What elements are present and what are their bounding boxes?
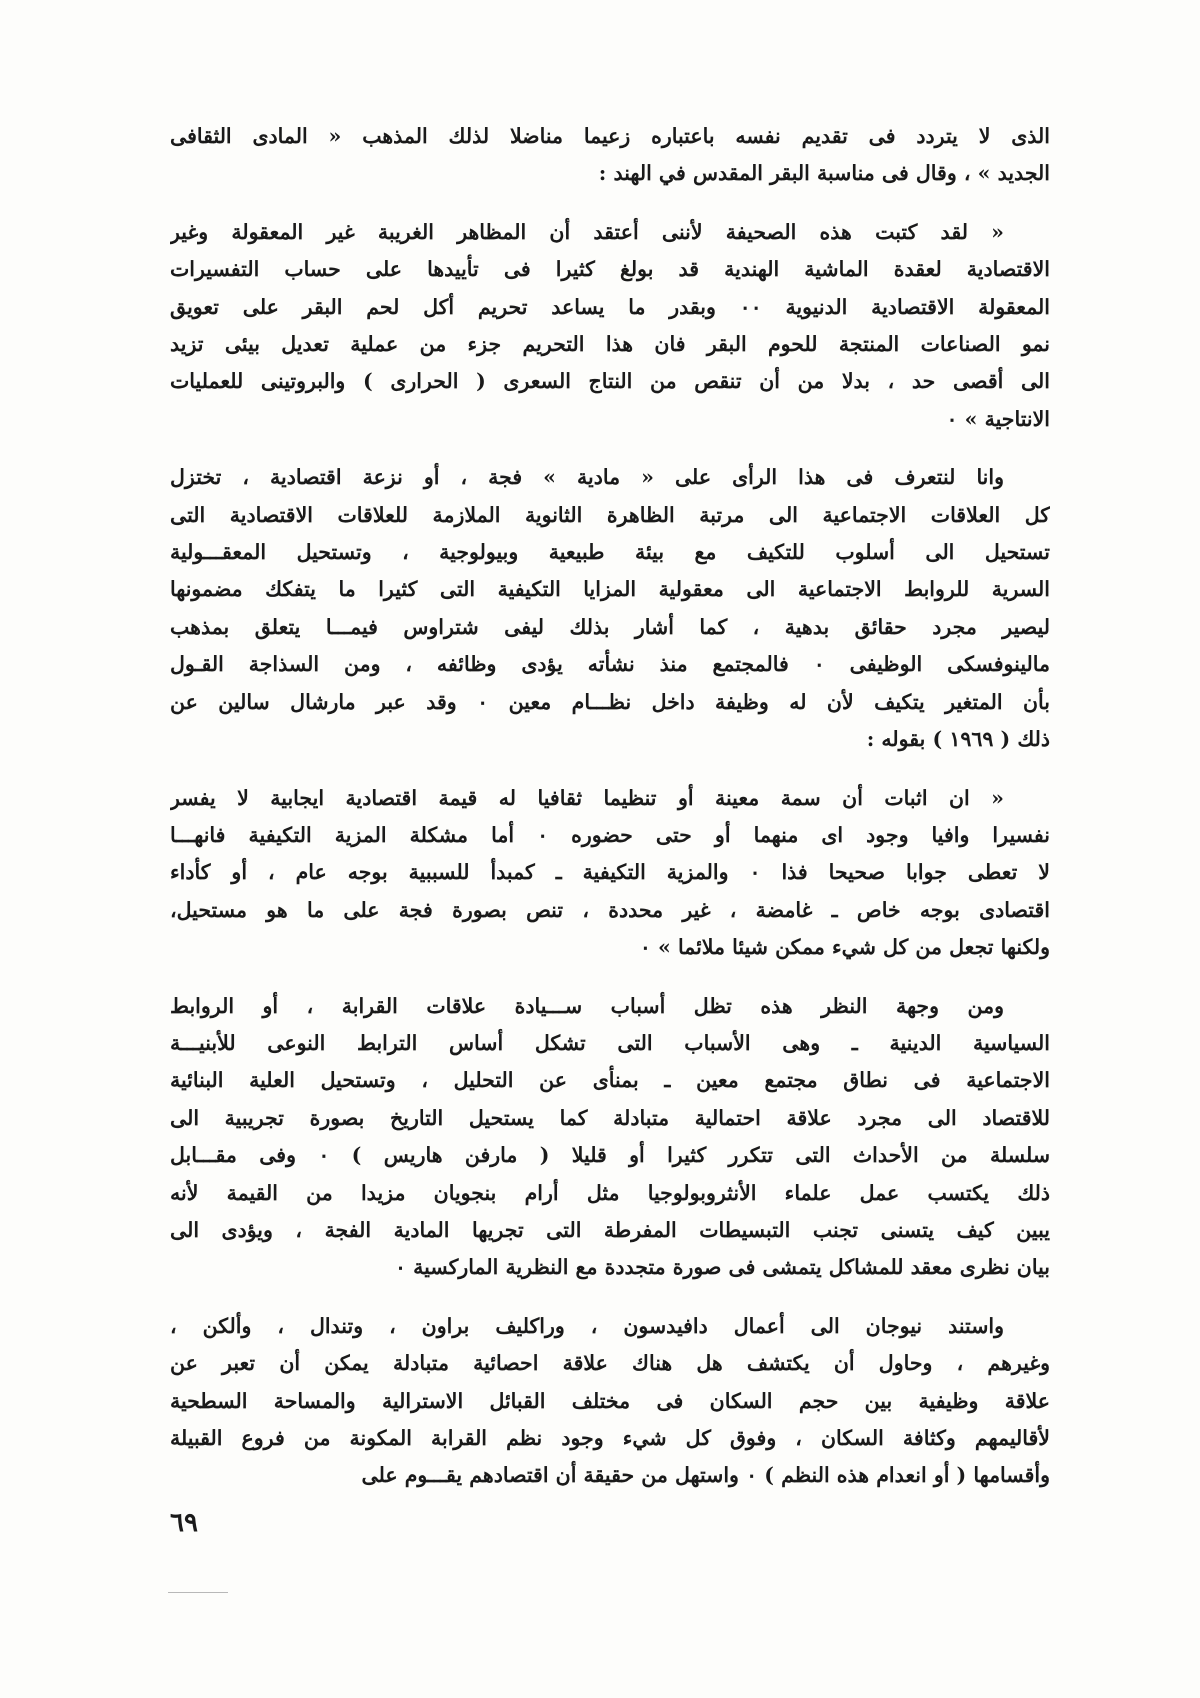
text-line: مالينوفسكى الوظيفى ٠ فالمجتمع منذ نشأته يؤدى وظائفه ، ومن السذاجة القـول — [170, 652, 1050, 677]
paragraph — [170, 118, 1050, 193]
paragraph — [170, 1308, 1050, 1495]
body-text — [170, 118, 1050, 1516]
text-line: للاقتصاد الى مجرد علاقة احتمالية متبادلة كما يستحيل التاريخ بصورة تجريبية الى — [170, 1105, 1050, 1130]
text-line: السرية للروابط الاجتماعية الى معقولية المزايا التكيفية التى كثيرا ما يتفكك مضمونها — [170, 577, 1050, 602]
text-line: بيان نظرى معقد للمشاكل يتمشى فى صورة متجددة مع النظرية الماركسية ٠ — [395, 1255, 1050, 1280]
text-line: اقتصادى بوجه خاص ـ غامضة ، غير محددة ، تنص بصورة فجة على ما هو مستحيل، — [170, 897, 1050, 922]
text-line: الانتاجية » ٠ — [946, 406, 1050, 431]
text-line: المعقولة الاقتصادية الدنيوية ٠٠ وبقدر ما يساعد تحريم أكل لحم البقر على تعويق — [170, 294, 1050, 319]
text-line: الجديد » ، وقال فى مناسبة البقر المقدس في الهند : — [598, 161, 1050, 186]
text-line: علاقة وظيفية بين حجم السكان فى مختلف القبائل الاسترالية والمساحة السطحية — [170, 1388, 1050, 1413]
paragraph — [170, 459, 1050, 758]
text-line: السياسية الدينية ـ وهى الأسباب التى تشكل أساس الترابط النوعى للأبنيـــة — [170, 1030, 1050, 1055]
paragraph — [170, 214, 1050, 438]
text-line: ولكنها تجعل من كل شيء ممكن شيئا ملائما » ٠ — [639, 935, 1050, 960]
text-line: ومن وجهة النظر هذه تظل أسباب ســـيادة علاقات القرابة ، أو الروابط — [170, 993, 1004, 1018]
text-line: بأن المتغير يتكيف لأن له وظيفة داخل نظـــام معين ٠ وقد عبر مارشال سالين عن — [170, 689, 1050, 714]
text-line: يبين كيف يتسنى تجنب التبسيطات المفرطة التى تجريها المادية الفجة ، ويؤدى الى — [170, 1217, 1050, 1242]
text-line: وغيرهم ، وحاول أن يكتشف هل هناك علاقة احصائية متبادلة يمكن أن تعبر عن — [170, 1351, 1050, 1376]
paragraph — [170, 988, 1050, 1287]
text-line: سلسلة من الأحداث التى تتكرر كثيرا أو قليلا ( مارفن هاريس ) ٠ وفى مقـــابل — [170, 1143, 1050, 1168]
text-line: الذى لا يتردد فى تقديم نفسه باعتباره زعيما مناضلا لذلك المذهب « المادى الثقافى — [170, 124, 1050, 148]
text-line: ذلك يكتسب عمل علماء الأنثروبولوجيا مثل أرام بنجويان مزيدا من القيمة لأنه — [170, 1180, 1050, 1205]
text-line: « لقد كتبت هذه الصحيفة لأننى أعتقد أن المظاهر الغريبة غير المعقولة وغير — [170, 219, 1004, 244]
text-line: نمو الصناعات المنتجة للحوم البقر فان هذا التحريم جزء من عملية تعديل بيئى تزيد — [170, 332, 1050, 357]
paragraph — [170, 780, 1050, 967]
text-line: الاقتصادية لعقدة الماشية الهندية قد بولغ كثيرا فى تأييدها على حساب التفسيرات — [170, 257, 1050, 282]
text-line: وأقسامها ( أو انعدام هذه النظم ) ٠ واستهل من حقيقة أن اقتصادهم يقـــوم على — [361, 1463, 1050, 1488]
text-line: « ان اثبات أن سمة معينة أو تنظيما ثقافيا له قيمة اقتصادية ايجابية لا يفسر — [170, 785, 1004, 810]
text-line: نفسيرا وافيا وجود اى منهما أو حتى حضوره ٠ أما مشكلة المزية التكيفية فانهـــا — [170, 822, 1050, 847]
text-line: ذلك ( ١٩٦٩ ) بقوله : — [866, 727, 1050, 752]
page-number: ٦٩ — [170, 1508, 198, 1538]
text-line: ليصير مجرد حقائق بدهية ، كما أشار بذلك ليفى شتراوس فيمـــا يتعلق بمذهب — [170, 614, 1050, 639]
text-line: كل العلاقات الاجتماعية الى مرتبة الظاهرة الثانوية الملازمة للعلاقات الاقتصادية التى — [170, 502, 1050, 527]
text-line: واستند نيوجان الى أعمال دافيدسون ، وراكليف براون ، وتندال ، وألكن ، — [170, 1313, 1004, 1338]
text-line: الاجتماعية فى نطاق مجتمع معين ـ بمنأى عن التحليل ، وتستحيل العلية البنائية — [170, 1068, 1050, 1093]
scan-mark — [168, 1592, 228, 1593]
text-line: وانا لنتعرف فى هذا الرأى على « مادية » فجة ، أو نزعة اقتصادية ، تختزل — [170, 465, 1004, 490]
text-line: تستحيل الى أسلوب للتكيف مع بيئة طبيعية وبيولوجية ، وتستحيل المعقـــولية — [170, 540, 1050, 565]
text-line: لا تعطى جوابا صحيحا فذا ٠ والمزية التكيفية ـ كمبدأ للسببية بوجه عام ، أو كأداء — [170, 860, 1050, 885]
text-line: لأقاليمهم وكثافة السكان ، وفوق كل شيء وجود نظم القرابة المكونة من فروع القبيلة — [170, 1426, 1050, 1450]
text-line: الى أقصى حد ، بدلا من أن تنقص من النتاج السعرى ( الحرارى ) والبروتينى للعمليات — [170, 369, 1050, 394]
